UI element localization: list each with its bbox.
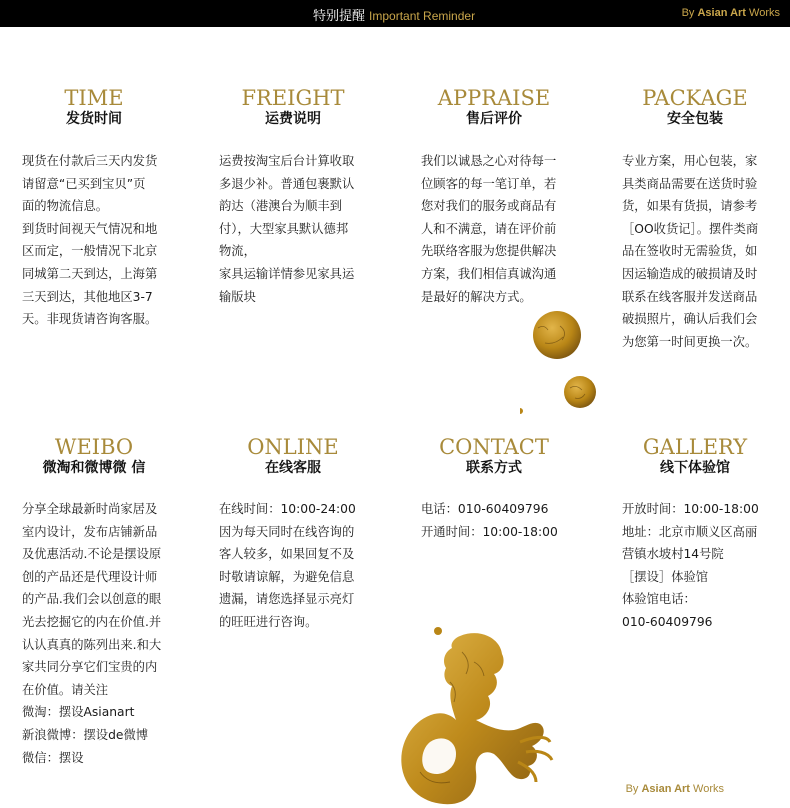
body-line: 家具运输详情参见家具运 [219,266,355,281]
body-line: 货，如果有货损，请参考 [622,199,758,214]
body-line: 输版块 [219,289,256,304]
section-en-title: CONTACT [439,435,549,459]
brand-works: Works [749,7,780,19]
body-line: 是最好的解决方式。 [421,289,532,304]
body-line: 因运输造成的破损请及时 [622,266,758,281]
body-line: 在线时间：10:00-24:00 [219,502,356,516]
body-line: 客人较多，如果回复不及 [219,547,355,562]
section-en-title: GALLERY [642,435,748,459]
body-line: 破损照片，确认后我们会 [622,312,758,327]
section-appraise [414,86,574,304]
body-line: 010-60409796 [622,614,713,629]
body-line: 付），大型家具默认德邦 [219,221,349,236]
header-brand [682,7,780,19]
body-line: 您对我们的服务或商品有 [421,199,557,214]
body-line: 运费按淘宝后台计算收取 [219,154,355,168]
body-line: 遗漏，请您选择显示亮灯 [219,592,355,607]
section-body [421,498,581,543]
body-line: 在价值。请关注 [22,682,109,697]
brand-by: By [625,783,639,795]
section-en-title: FREIGHT [241,86,345,110]
body-line: 三天到达，其他地区3-7 [22,289,153,304]
body-line: 家共同分享它们宝贵的内 [22,660,158,675]
body-line: 人和不满意，请在评价前 [421,221,557,236]
body-line: 现货在付款后三天内发货 [22,154,158,168]
body-line: 时敬请谅解，为避免信息 [219,569,355,584]
section-en-title: PACKAGE [642,86,748,110]
gold-dots-decoration [520,308,610,418]
brand-name: Asian Art [641,783,690,795]
section-en-title: WEIBO [54,435,134,459]
section-cn-title: 发货时间 [66,111,122,127]
body-line: 分享全球最新时尚家居及 [22,502,158,516]
body-line: 体验馆电话： [622,592,696,607]
section-cn-title: 售后评价 [466,111,522,127]
section-en-title: TIME [64,86,124,110]
banner-title [313,5,475,24]
body-line: 方案，我们相信真诚沟通 [421,266,557,281]
body-line: 同城第二天到达，上海第 [22,266,158,281]
body-line: 韵达（港澳台为顺丰到 [219,199,342,214]
section-body [219,150,379,308]
section-cn-title: 在线客服 [265,460,321,476]
body-line: 及优惠活动.不论是摆设原 [22,547,162,562]
banner-title-cn: 特别提醒 [313,9,366,24]
brand-works: Works [693,783,724,795]
body-line: 位顾客的每一笔订单，若 [421,176,557,191]
section-cn-title: 安全包装 [667,111,723,127]
body-line: ［OO收货记］。摆件类商 [622,221,759,236]
body-line: 联系在线客服并发送商品 [622,289,758,304]
body-line: 面的物流信息。 [22,199,109,214]
body-line: 因为每天同时在线咨询的 [219,524,355,539]
gold-dot-large [533,311,581,359]
section-cn-title: 运费说明 [265,111,321,127]
section-cn-title: 微淘和微博微 信 [42,460,146,476]
brand-name: Asian Art [697,7,746,19]
section-gallery [615,435,775,629]
body-line: ［摆设］体验馆 [622,569,709,584]
body-line: 电话：010-60409796 [421,502,549,516]
section-body [22,498,182,769]
body-line: 微信：摆设 [22,750,84,765]
banner-title-en: Important Reminder [369,9,476,23]
body-line: 具类商品需要在送货时验 [622,176,758,191]
body-line: 天。非现货请咨询客服。 [22,312,158,327]
top-banner [0,0,790,27]
brand-by: By [681,7,695,19]
body-line: 到货时间视天气情况和地 [22,221,158,236]
body-line: 我们以诚恳之心对待每一 [421,154,557,168]
section-body [219,498,379,634]
body-line: 为您第一时间更换一次。 [622,334,758,349]
section-en-title: APPRAISE [437,86,551,110]
section-cn-title: 联系方式 [466,460,522,476]
section-package [615,86,775,349]
footer-brand [626,783,724,795]
section-body [421,150,581,308]
body-line: 品在签收时无需验货，如 [622,244,758,259]
body-line: 开放时间：10:00-18:00 [622,502,759,516]
section-body [622,150,782,353]
section-contact [414,435,574,539]
section-body [22,150,182,331]
body-line: 地址：北京市顺义区高丽 [622,524,758,539]
body-line: 光去挖掘它的内在价值.并 [22,614,162,629]
gold-figure-body [401,633,543,804]
body-line: 认认真真的陈列出来.和大 [22,637,162,652]
section-cn-title: 线下体验馆 [660,460,730,476]
body-line: 多退少补。普通包裹默认 [219,176,355,191]
section-en-title: ONLINE [247,435,339,459]
body-line: 区而定，一般情况下北京 [22,244,158,259]
body-line: 先联络客服为您提供解决 [421,244,557,259]
section-freight [213,86,373,304]
gold-figure-decoration [390,622,560,808]
section-body [622,498,782,634]
gold-dot-medium [564,376,596,408]
body-line: 物流， [219,244,256,259]
section-time [14,86,174,327]
body-line: 微淘：摆设Asianart [22,705,135,720]
body-line: 请留意“已买到宝贝”页 [22,176,146,191]
body-line: 开通时间：10:00-18:00 [421,524,558,539]
body-line: 创的产品还是代理设计师 [22,569,158,584]
body-line: 新浪微博：摆设de微博 [22,727,149,742]
body-line: 的旺旺进行咨询。 [219,614,318,629]
body-line: 室内设计，发布店铺新品 [22,524,158,539]
section-weibo [14,435,174,765]
section-online [213,435,373,629]
body-line: 营镇水坡村14号院 [622,547,724,562]
gold-dot-small [520,408,523,414]
body-line: 专业方案，用心包装，家 [622,154,758,168]
body-line: 的产品.我们会以创意的眼 [22,592,162,607]
